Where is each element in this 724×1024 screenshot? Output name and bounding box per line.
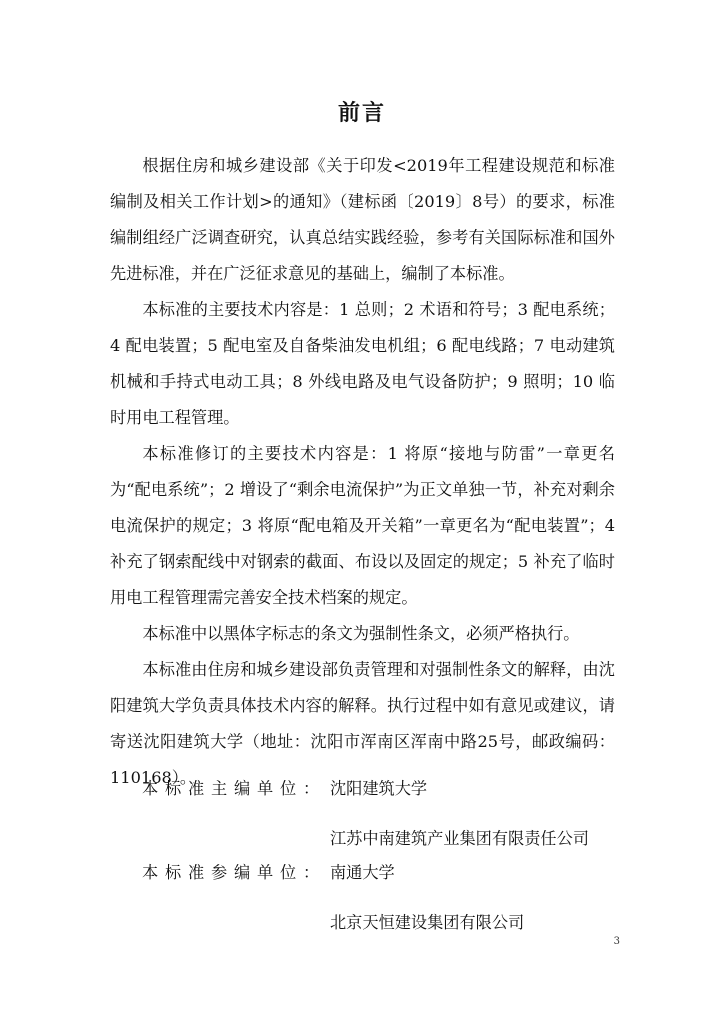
paragraph-main-content: 本标准的主要技术内容是：1 总则；2 术语和符号；3 配电系统；4 配电装置；5 配电室及自备柴油发电机组；6 配电线路；7 电动建筑机械和手持式电动工具；8 外线电路及电气设备防护；9 照明；10 临时用电工程管理。 — [110, 300, 615, 427]
participating-label: 本标准参编单位： — [142, 863, 326, 882]
drafting-units — [110, 772, 615, 940]
paragraph-basis: 根据住房和城乡建设部《关于印发<2019年工程建设规范和标准编制及相关工作计划>的通知》（建标函〔2019〕8号）的要求，标准编制组经广泛调查研究，认真总结实践经验，参考有关国际标准和国外先进标准，并在广泛征求意见的基础上，编制了本标准。 — [110, 156, 615, 283]
unit-name: 南通大学 — [330, 863, 395, 882]
unit-name: 江苏中南建筑产业集团有限责任公司 — [330, 829, 589, 848]
chief-editor-label: 本标准主编单位： — [142, 779, 326, 798]
paragraph-revision-content: 本标准修订的主要技术内容是：1 将原“接地与防雷”一章更名为“配电系统”；2 增设了“剩余电流保护”为正文单独一节，补充对剩余电流保护的规定；3 将原“配电箱及开关箱”一章更名为“配电装置”；4 补充了钢索配线中对钢索的截面、布设以及固定的规定；5 补充了临时用电工程管理需完善安全技术档案的规定。 — [110, 444, 615, 607]
unit-name: 北京天恒建设集团有限公司 — [330, 913, 525, 932]
page-number: 3 — [613, 936, 620, 947]
chief-editor-units — [110, 772, 615, 856]
unit-name: 沈阳建筑大学 — [330, 779, 428, 798]
preface-body — [110, 148, 615, 796]
participating-names — [330, 856, 615, 940]
participating-units — [110, 856, 615, 940]
paragraph-management: 本标准由住房和城乡建设部负责管理和对强制性条文的解释，由沈阳建筑大学负责具体技术内容的解释。执行过程中如有意见或建议，请寄送沈阳建筑大学（地址：沈阳市浑南区浑南中路25号，邮政编码：110168）。 — [110, 660, 615, 787]
paragraph-mandatory-clauses: 本标准中以黑体字标志的条文为强制性条文，必须严格执行。 — [142, 624, 580, 643]
chief-editor-names — [330, 772, 615, 856]
page-title: 前言 — [337, 101, 386, 126]
